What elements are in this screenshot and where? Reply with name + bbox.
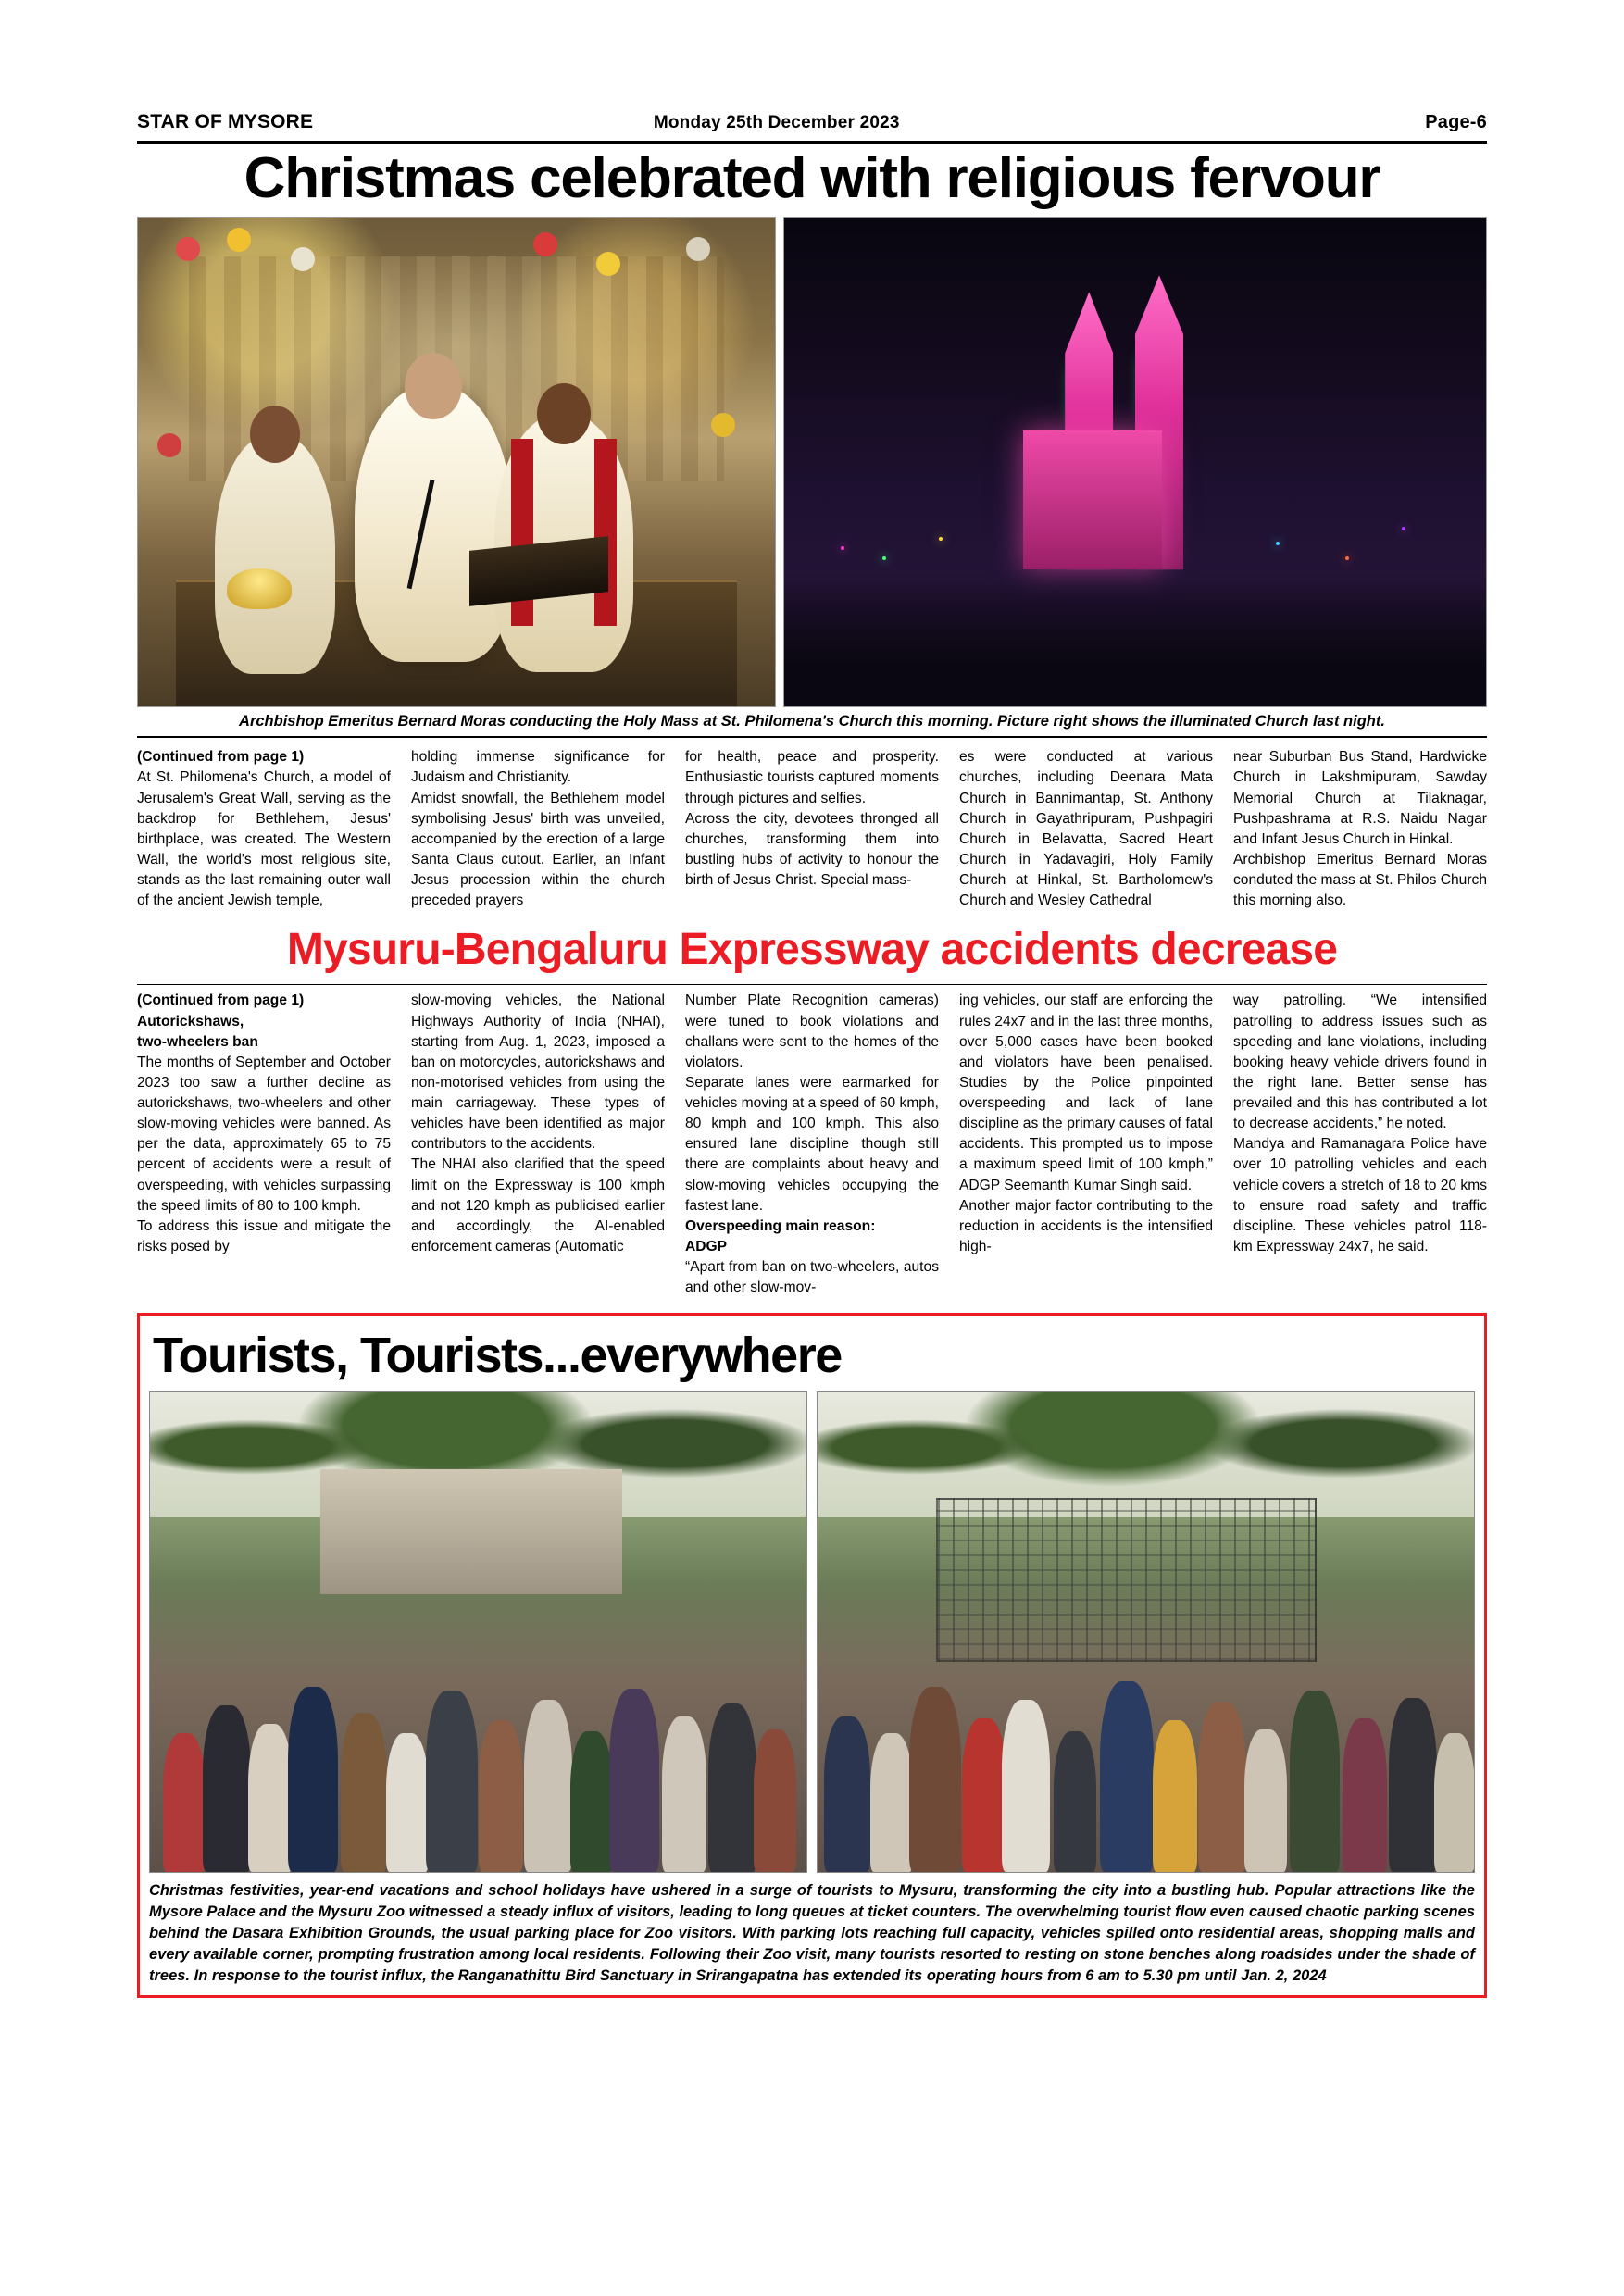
story1-column-3 [685,747,939,911]
paragraph: At St. Philomena's Church, a model of Jerusalem's Great Wall, serving as the backdrop for Bethlehem, Jesus' birthplace, was created. The Western Wall, the world's most religious site, stands as the last remaining outer wall of the ancient Jewish temple, [137,769,391,909]
paragraph: Archbishop Emeritus Bernard Moras conduted the mass at St. Philos Church this morning also. [1233,851,1487,909]
photo-tourist-crowd-palace [149,1391,807,1873]
story3-box [137,1313,1487,1998]
story1-headline: Christmas celebrated with religious fervour [244,146,1380,210]
paragraph: Separate lanes were earmarked for vehicles moving at a speed of 60 kmph, 80 kmph and 100 kmph. This also ensured lane discipline though still there are complaints about heavy and slow-moving vehicles occupying the fastest lane. [685,1074,939,1214]
publication-name: STAR OF MYSORE [137,111,314,132]
story1-column-1 [137,747,391,911]
paragraph: way patrolling. “We intensified patrolling to address issues such as speeding and lane violations, including booking heavy vehicle drivers found in the right lane. Better sense has prevailed and this has contributed a lot to decrease accidents,” he noted. [1233,992,1487,1132]
story1-column-4 [959,747,1213,911]
story1-columns [137,747,1487,911]
subheading: Autorickshaws, [137,1013,244,1029]
subheading: two-wheelers ban [137,1033,258,1050]
issue-date: Monday 25th December 2023 [653,113,900,132]
paragraph: Mandya and Ramanagara Police have over 10 patrolling vehicles and each vehicle covers a stretch of 18 to 20 kms to ensure road safety and traffic discipline. These vehicles patrol 118-km Expressway 24x7, he said. [1233,1136,1487,1255]
story2-column-3 [685,991,939,1298]
paragraph: The months of September and October 2023 too saw a further decline as autorickshaws, two-wheelers and other slow-moving vehicles were banned. As per the data, approximately 65 to 75 percent of accidents were a result of overspeeding, with vehicles surpassing the speed limits of 80 to 100 kmph. [137,1054,391,1214]
story3-headline: Tourists, Tourists...everywhere [153,1328,842,1384]
story1-caption: Archbishop Emeritus Bernard Moras conducting the Holy Mass at St. Philomena's Church this morning. Picture right shows the illuminated Church last night. [137,707,1487,738]
photo-tourist-crowd-zoo [817,1391,1475,1873]
photo-illuminated-church [783,217,1487,707]
paragraph: ing vehicles, our staff are enforcing the rules 24x7 and in the last three months, over 5,000 cases have been booked and violators have been penalised. Studies by the Police pinpointed overspeeding and lack of lane discipline as the primary causes of fatal accidents. This prompted us to impose a maximum speed limit of 100 kmph,” ADGP Seemanth Kumar Singh said. [959,992,1213,1193]
story2-column-4 [959,991,1213,1298]
paragraph: The NHAI also clarified that the speed limit on the Expressway is 100 kmph and not 120 kmph as publicised earlier and accordingly, the AI-enabled enforcement cameras (Automatic [411,1156,665,1255]
subheading: ADGP [685,1239,728,1255]
paragraph: Across the city, devotees thronged all churches, transforming them into bustling hubs of activity to honour the birth of Jesus Christ. Special mass- [685,810,939,889]
story2-column-1 [137,991,391,1298]
page-number: Page-6 [1425,112,1487,132]
paragraph: holding immense significance for Judaism and Christianity. [411,749,665,786]
masthead [137,111,1487,141]
continued-note: (Continued from page 1) [137,992,305,1009]
story3-caption: Christmas festivities, year-end vacations and school holidays have ushered in a surge of tourists to Mysuru, transforming the city into a bustling hub. Popular attractions like the Mysore Palace and the Mysuru Zoo witnessed a steady influx of visitors, leading to long queues at ticket counters. The overwhelming tourist flow even caused chaotic parking scenes behind the Dasara Exhibition Grounds, the usual parking place for Zoo visitors. With parking lots reaching full capacity, vehicles spilled onto residential areas, shopping malls and every available corner, prompting frustration among local residents. Following their Zoo visit, many tourists resorted to resting on stone benches along roadsides under the shade of trees. In response to the tourist influx, the Ranganathittu Bird Sanctuary in Srirangapatna has extended its operating hours from 6 am to 5.30 pm until Jan. 2, 2024 [149,1882,1475,1984]
paragraph: Amidst snowfall, the Bethlehem model symbolising Jesus' birth was unveiled, accompanied by the erection of a large Santa Claus cutout. Earlier, an Infant Jesus procession within the church preceded prayers [411,790,665,909]
paragraph: es were conducted at various churches, including Deenara Mata Church in Bannimantap, St. Anthony Church in Gayathripuram, Pushpagiri Church in Belavatta, Sacred Heart Church in Yadavagiri, Holy Family Church at Hinkal, St. Bartholomew's Church and Wesley Cathedral [959,749,1213,909]
paragraph: “Apart from ban on two-wheelers, autos and other slow-mov- [685,1259,939,1296]
paragraph: To address this issue and mitigate the risks posed by [137,1217,391,1255]
story1-column-2 [411,747,665,911]
story2-column-2 [411,991,665,1298]
paragraph: for health, peace and prosperity. Enthusiastic tourists captured moments through pictures and selfies. [685,749,939,806]
paragraph: near Suburban Bus Stand, Hardwicke Church in Lakshmipuram, Sawday Memorial Church at Tilaknagar, Pushpashrama at R.S. Naidu Nagar and Infant Jesus Church in Hinkal. [1233,749,1487,847]
continued-note: (Continued from page 1) [137,749,305,766]
story2-divider [137,984,1487,985]
masthead-divider [137,141,1487,144]
story2-columns [137,991,1487,1298]
story2-headline: Mysuru-Bengaluru Expressway accidents decrease [286,925,1338,975]
paragraph: slow-moving vehicles, the National Highways Authority of India (NHAI), starting from Aug. 1, 2023, imposed a ban on motorcycles, autorickshaws and non-motorised vehicles from using the main carriageway. These types of vehicles have been identified as major contributors to the accidents. [411,992,665,1153]
story3-photo-row [149,1391,1475,1873]
story2-column-5 [1233,991,1487,1298]
photo-holy-mass [137,217,776,707]
paragraph: Another major factor contributing to the reduction in accidents is the intensified high- [959,1197,1213,1255]
story1-column-5 [1233,747,1487,911]
paragraph: Number Plate Recognition cameras) were tuned to book violations and challans were sent to the homes of the violators. [685,992,939,1070]
story1-photo-row [137,217,1487,707]
subheading: Overspeeding main reason: [685,1217,876,1234]
